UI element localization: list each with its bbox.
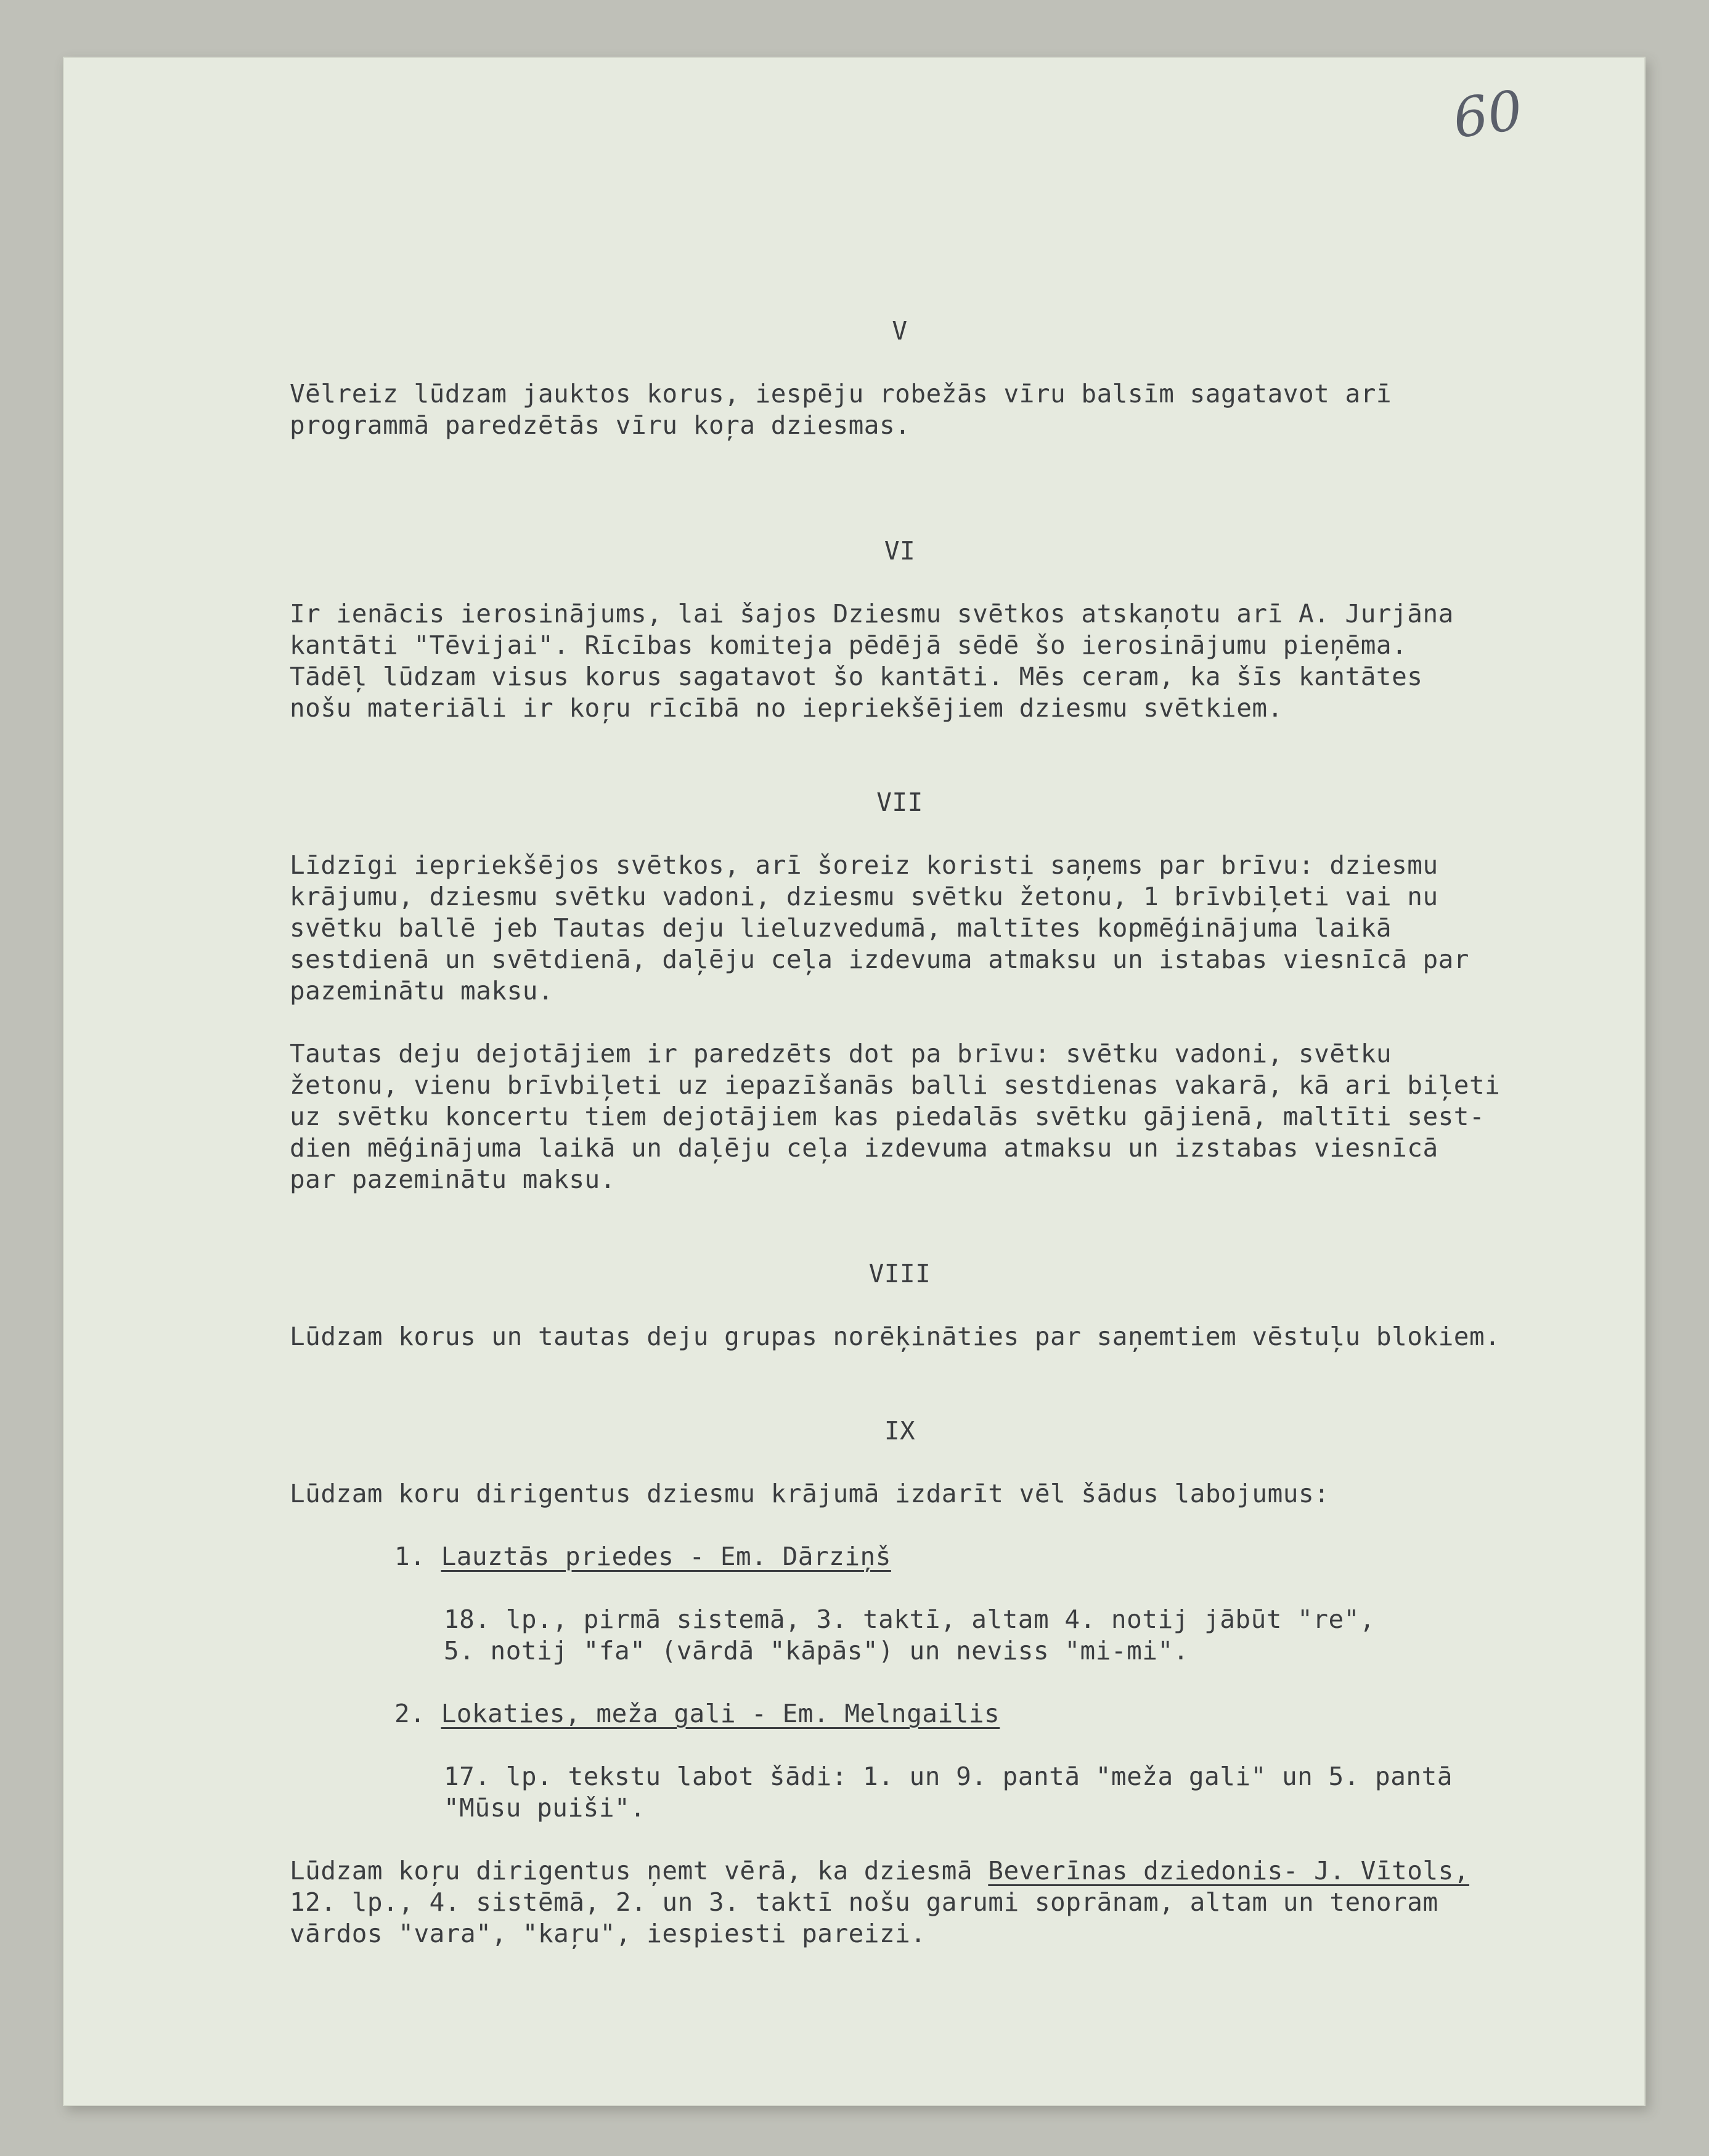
section-viii-paragraph: Lūdzam korus un tautas deju grupas norēķināties par saņemtiem vēstuļu blokiem.: [290, 1322, 1501, 1351]
section-heading-viii: VIII: [868, 1259, 931, 1288]
correction-item: [394, 1541, 1584, 1667]
section-vii-paragraph-1: Līdzīgi iepriekšējos svētkos, arī šoreiz koristi saņems par brīvu: dziesmu krājumu, dziesmu svētku vadoni, dziesmu svētku žetonu, 1 brīvbiļeti vai nu svētku ballē jeb Tautas deju lieluzvedumā, maltītes kopmēģinājuma laikā sestdienā un svētdienā, daļēju ceļa izdevuma atmaksu un istabas viesnīcā par pazeminātu maksu.: [290, 850, 1469, 1006]
section-vi-paragraph: Ir ienācis ierosinājums, lai šajos Dziesmu svētkos atskaņotu arī A. Jurjāna kantāti "Tēvijai". Rīcības komiteja pēdējā sēdē šo ierosinājumu pieņēma. Tādēļ lūdzam visus korus sagatavot šo kantāti. Mēs ceram, ka šīs kantātes nošu materiāli ir koŗu rīcībā no iepriekšējiem dziesmu svētkiem.: [290, 599, 1454, 723]
correction-item-title: Lokaties, meža gali - Em. Melngailis: [441, 1699, 1000, 1728]
final-paragraph-rest: 12. lp., 4. sistēmā, 2. un 3. taktī nošu garumi soprānam, altam un tenoram vārdos "vara", "kaŗu", iespiesti pareizi.: [290, 1887, 1438, 1948]
final-paragraph-prefix: Lūdzam koŗu dirigentus ņemt vērā, ka dziesmā: [290, 1856, 989, 1885]
correction-item-title: Lauztās priedes - Em. Dārziņš: [441, 1542, 891, 1571]
section-heading-vi: VI: [884, 536, 916, 566]
correction-item-detail: 18. lp., pirmā sistemā, 3. taktī, altam 4. notij jābūt "re", 5. notij "fa" (vārdā "kāpās") un neviss "mi-mi".: [444, 1605, 1376, 1666]
section-v-paragraph: Vēlreiz lūdzam jauktos korus, iespēju robežās vīru balsīm sagatavot arī programmā paredzētās vīru koŗa dziesmas.: [290, 379, 1392, 440]
document-page: [63, 57, 1646, 2106]
handwritten-page-number: 60: [1449, 78, 1527, 151]
section-vii-paragraph-2: Tautas deju dejotājiem ir paredzēts dot pa brīvu: svētku vadoni, svētku žetonu, vienu brīvbiļeti uz iepazīšanās balli sestdienas vakarā, kā ari biļeti uz svētku koncertu tiem dejotājiem kas piedalās svētku gājienā, maltīti sest- dien mēģinājuma laikā un daļēju ceļa izdevuma atmaksu un izstabas viesnīcā par pazeminātu maksu.: [290, 1039, 1501, 1194]
final-paragraph-song-title: Beverīnas dziedonis- J. Vītols,: [988, 1856, 1470, 1885]
correction-item: [394, 1698, 1584, 1824]
section-heading-ix: IX: [884, 1416, 916, 1446]
section-ix-intro: Lūdzam koru dirigentus dziesmu krājumā izdarīt vēl šādus labojumus:: [290, 1479, 1330, 1508]
section-heading-v: V: [892, 316, 908, 346]
document-body: [290, 315, 1584, 1950]
section-heading-vii: VII: [876, 787, 923, 817]
correction-item-number: 1.: [394, 1542, 426, 1571]
correction-item-number: 2.: [394, 1699, 426, 1728]
section-ix-final-paragraph: [290, 1855, 1584, 1950]
correction-item-detail: 17. lp. tekstu labot šādi: 1. un 9. pantā "meža gali" un 5. pantā "Mūsu puiši".: [444, 1762, 1453, 1823]
